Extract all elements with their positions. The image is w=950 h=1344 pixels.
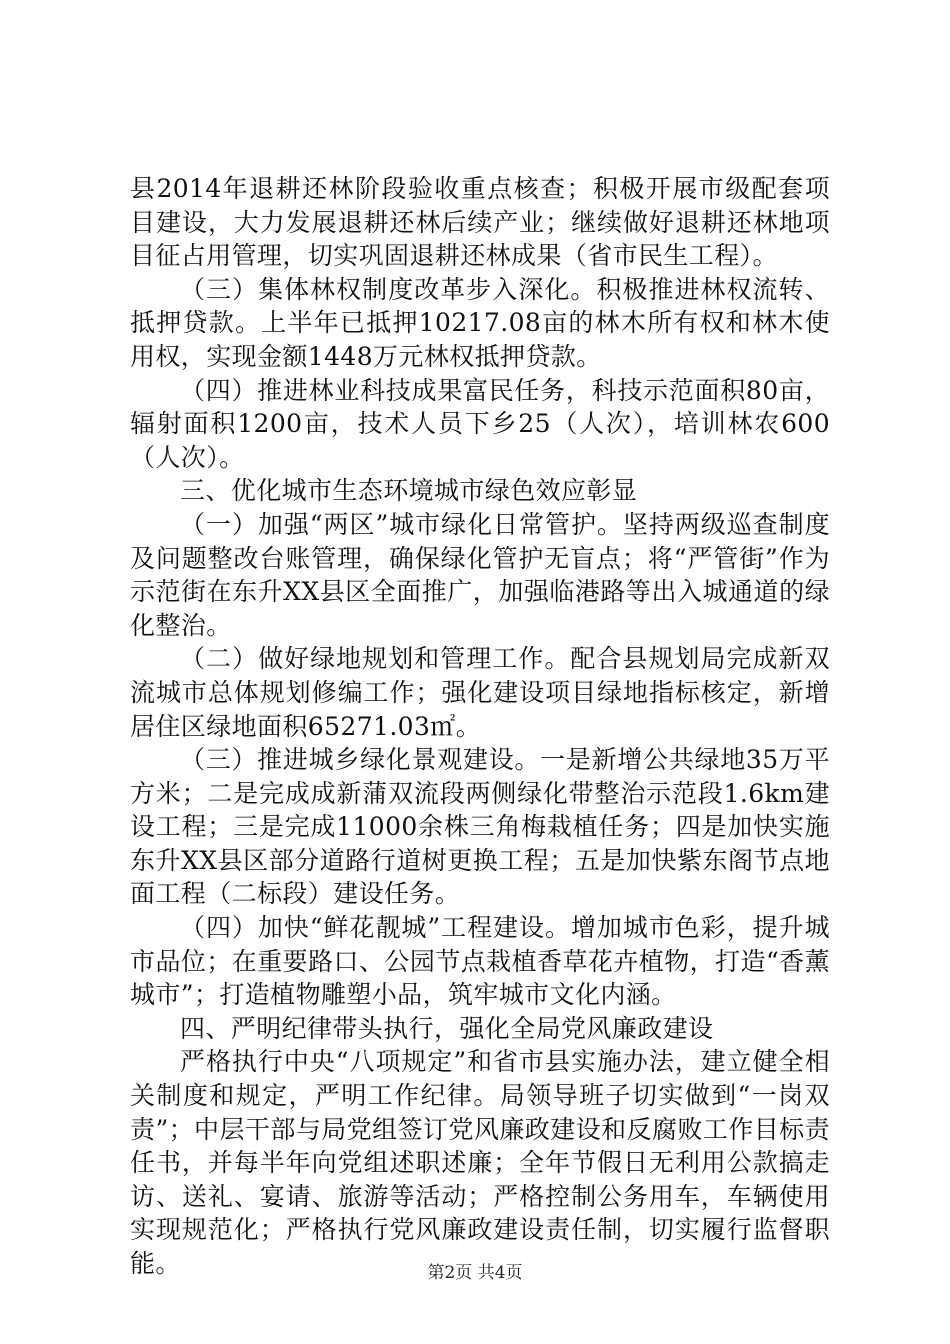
paragraph-8: （四）加快“鲜花靓城”工程建设。增加城市色彩，提升城市品位；在重要路口、公园节点栽植香草花卉植物，打造“香薰城市”；打造植物雕塑小品，筑牢城市文化内涵。 <box>130 913 830 1010</box>
paragraph-2: （三）集体林权制度改革步入深化。积极推进林权流转、抵押贷款。上半年已抵押10217.08亩的林木所有权和林木使用权，实现金额1448万元林权抵押贷款。 <box>130 274 830 371</box>
document-body <box>130 172 830 1281</box>
section-heading-3: 三、优化城市生态环境城市绿色效应彰显 <box>180 476 638 506</box>
paragraph-5: （一）加强“两区”城市绿化日常管护。坚持两级巡查制度及问题整改台账管理，确保绿化管护无盲点；将“严管街”作为示范街在东升XX县区全面推广，加强临港路等出入城通道的绿化整治。 <box>130 509 830 640</box>
paragraph-1: 县2014年退耕还林阶段验收重点核查；积极开展市级配套项目建设，大力发展退耕还林后续产业；继续做好退耕还林地项目征占用管理，切实巩固退耕还林成果（省市民生工程）。 <box>130 174 830 271</box>
paragraph-10: 严格执行中央“八项规定”和省市县实施办法，建立健全相关制度和规定，严明工作纪律。局领导班子切实做到“一岗双责”；中层干部与局党组签订党风廉政建设和反腐败工作目标责任书，并每半年向党组述职述廉；全年节假日无利用公款搞走访、送礼、宴请、旅游等活动；严格控制公务用车，车辆使用实现规范化；严格执行党风廉政建设责任制，切实履行监督职能。 <box>130 1047 830 1278</box>
section-heading-4: 四、严明纪律带头执行，强化全局党风廉政建设 <box>180 1013 714 1043</box>
paragraph-6: （二）做好绿地规划和管理工作。配合县规划局完成新双流城市总体规划修编工作；强化建设项目绿地指标核定，新增居住区绿地面积65271.03㎡。 <box>130 644 830 741</box>
paragraph-7: （三）推进城乡绿化景观建设。一是新增公共绿地35万平方米；二是完成成新蒲双流段两侧绿化带整治示范段1.6km建设工程；三是完成11000余株三角梅栽植任务；四是加快实施东升XX县区部分道路行道树更换工程；五是加快紫东阁节点地面工程（二标段）建设任务。 <box>130 745 830 909</box>
page-footer: 第2页 共4页 <box>427 1263 523 1283</box>
paragraph-3: （四）推进林业科技成果富民任务，科技示范面积80亩，辐射面积1200亩，技术人员下乡25（人次），培训林农600（人次）。 <box>130 375 830 472</box>
